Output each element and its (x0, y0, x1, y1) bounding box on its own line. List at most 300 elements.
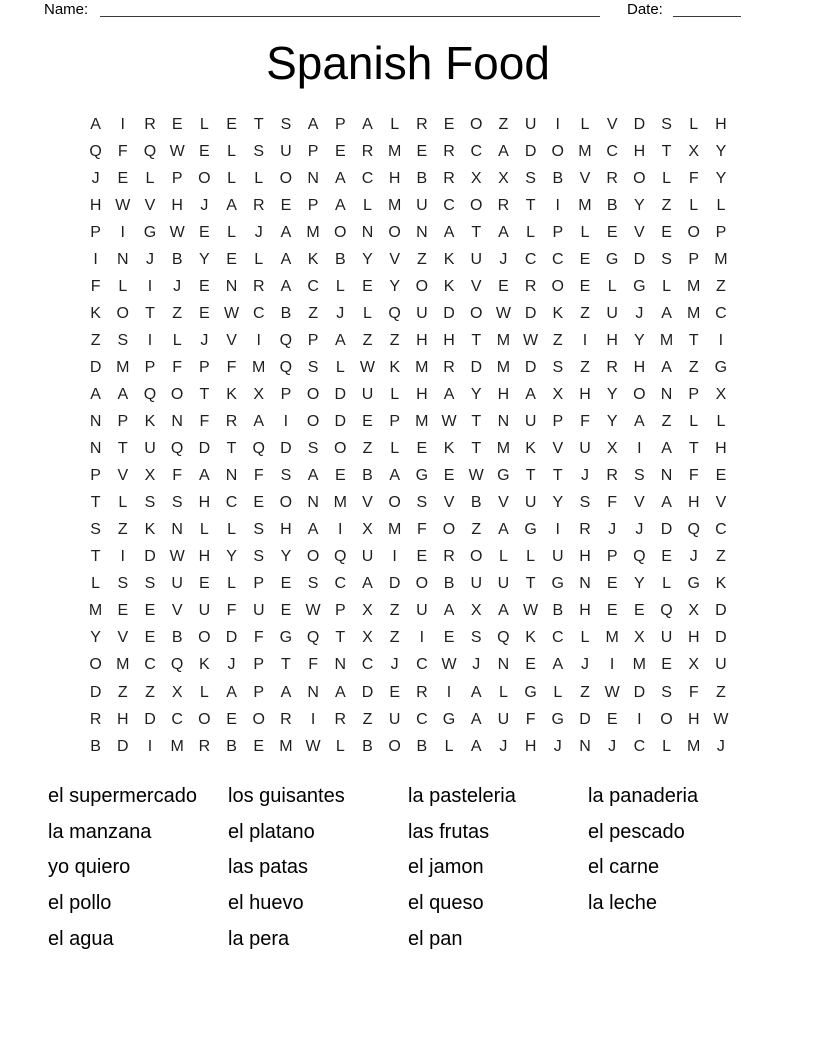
grid-letter-r19-c3: E (144, 602, 156, 620)
grid-letter-r21-c8: T (281, 656, 291, 674)
grid-letter-r6-c17: C (524, 250, 537, 268)
grid-letter-r12-c8: I (283, 413, 289, 431)
grid-letter-r20-c7: F (253, 629, 264, 647)
grid-letter-r2-c11: R (361, 142, 374, 160)
grid-letter-r16-c10: I (338, 521, 343, 539)
grid-letter-r18-c20: E (606, 575, 618, 593)
grid-letter-r12-c12: P (389, 413, 400, 431)
grid-letter-r22-c2: Z (117, 683, 128, 701)
word-list-column-2 (228, 779, 408, 958)
grid-letter-r5-c12: O (388, 223, 401, 241)
grid-letter-r23-c5: O (198, 710, 211, 728)
grid-letter-r1-c20: V (606, 115, 618, 133)
grid-letter-r1-c4: E (171, 115, 183, 133)
grid-letter-r15-c7: E (253, 494, 265, 512)
grid-letter-r10-c18: S (552, 358, 564, 376)
grid-letter-r19-c11: X (362, 602, 373, 620)
grid-letter-r18-c22: L (662, 575, 671, 593)
grid-letter-r16-c9: A (307, 521, 319, 539)
grid-letter-r3-c18: B (552, 169, 564, 187)
grid-letter-r23-c14: G (442, 710, 456, 728)
grid-letter-r8-c16: W (495, 304, 511, 322)
grid-letter-r12-c11: E (362, 413, 373, 431)
grid-letter-r3-c17: S (525, 169, 536, 187)
word-list-item: el pan (408, 927, 463, 950)
grid-letter-r10-c17: D (524, 358, 537, 376)
grid-letter-r15-c12: O (388, 494, 401, 512)
grid-letter-r13-c2: T (117, 440, 128, 458)
grid-letter-r24-c19: N (579, 737, 591, 755)
grid-letter-r14-c10: E (334, 467, 346, 485)
grid-letter-r18-c10: C (334, 575, 347, 593)
grid-letter-r15-c23: H (687, 494, 700, 512)
word-list (48, 779, 768, 958)
grid-letter-r1-c18: I (555, 115, 560, 133)
grid-letter-r14-c12: A (389, 467, 400, 485)
word-list-item: la pera (228, 927, 290, 950)
grid-letter-r21-c21: M (632, 656, 646, 674)
grid-letter-r24-c4: M (170, 737, 184, 755)
grid-letter-r16-c21: J (635, 521, 644, 539)
grid-letter-r21-c6: J (227, 656, 236, 674)
grid-letter-r4-c3: V (144, 196, 156, 214)
grid-letter-r12-c1: N (89, 413, 102, 431)
grid-letter-r8-c12: Q (388, 304, 401, 322)
grid-letter-r13-c22: A (661, 440, 672, 458)
grid-letter-r23-c2: H (117, 710, 129, 728)
grid-letter-r3-c12: H (388, 169, 401, 187)
grid-letter-r13-c14: K (443, 440, 455, 458)
grid-letter-r4-c12: M (387, 196, 402, 214)
grid-letter-r12-c15: T (471, 413, 482, 431)
grid-letter-r22-c24: Z (716, 683, 726, 701)
grid-letter-r19-c9: W (305, 602, 321, 620)
grid-letter-r11-c21: O (633, 385, 646, 403)
grid-letter-r3-c2: E (117, 169, 129, 187)
grid-letter-r7-c18: O (551, 277, 564, 295)
grid-letter-r16-c7: S (253, 521, 265, 539)
grid-letter-r5-c5: E (199, 223, 210, 241)
grid-letter-r23-c7: O (252, 710, 265, 728)
word-list-item: el queso (408, 892, 484, 915)
grid-letter-r12-c10: D (334, 413, 347, 431)
grid-letter-r20-c23: H (687, 629, 700, 647)
grid-letter-r7-c1: F (90, 277, 101, 295)
grid-letter-r16-c22: D (660, 521, 673, 539)
grid-letter-r20-c19: L (580, 629, 590, 647)
grid-letter-r18-c9: S (307, 575, 319, 593)
date-blank-line (673, 0, 741, 17)
grid-letter-r14-c1: P (90, 467, 101, 485)
grid-letter-r8-c14: D (443, 304, 455, 322)
grid-letter-r8-c5: E (199, 304, 210, 322)
grid-letter-r21-c14: W (441, 656, 457, 674)
grid-letter-r7-c14: K (443, 277, 455, 295)
grid-letter-r4-c21: Y (634, 196, 645, 214)
grid-letter-r18-c19: N (579, 575, 591, 593)
grid-letter-r1-c11: A (362, 115, 373, 133)
grid-letter-r24-c9: W (305, 737, 321, 755)
grid-letter-r11-c16: H (497, 385, 510, 403)
grid-letter-r13-c20: X (606, 440, 618, 458)
grid-letter-r6-c23: P (688, 250, 700, 268)
grid-letter-r11-c12: L (390, 385, 400, 403)
grid-letter-r9-c4: L (172, 331, 182, 349)
grid-letter-r1-c6: E (226, 115, 237, 133)
grid-letter-r17-c8: Y (280, 548, 292, 566)
grid-letter-r10-c22: A (661, 358, 672, 376)
grid-letter-r11-c24: X (715, 385, 727, 403)
grid-letter-r17-c6: Y (226, 548, 237, 566)
grid-letter-r23-c16: U (497, 710, 510, 728)
grid-letter-r3-c7: L (254, 169, 264, 187)
grid-letter-r5-c16: A (498, 223, 509, 241)
grid-letter-r9-c19: I (582, 331, 588, 349)
grid-letter-r8-c7: C (252, 304, 265, 322)
grid-letter-r23-c6: E (226, 710, 237, 728)
grid-letter-r21-c9: F (308, 656, 318, 674)
grid-letter-r8-c11: L (363, 304, 372, 322)
grid-letter-r18-c5: E (199, 575, 210, 593)
grid-letter-r4-c19: M (578, 196, 592, 214)
grid-letter-r7-c4: J (173, 277, 182, 295)
grid-letter-r23-c22: O (660, 710, 673, 728)
grid-letter-r5-c8: A (280, 223, 292, 241)
grid-letter-r1-c17: U (524, 115, 537, 133)
grid-letter-r3-c9: N (307, 169, 319, 187)
grid-letter-r5-c14: A (443, 223, 455, 241)
grid-letter-r11-c17: A (525, 385, 536, 403)
grid-letter-r18-c1: L (91, 575, 101, 593)
grid-letter-r4-c10: A (334, 196, 346, 214)
grid-letter-r12-c9: O (306, 413, 320, 431)
grid-letter-r23-c3: D (144, 710, 156, 728)
grid-letter-r22-c23: F (688, 683, 699, 701)
grid-letter-r21-c10: N (334, 656, 347, 674)
grid-letter-r22-c8: A (280, 683, 292, 701)
grid-letter-r2-c22: T (661, 142, 672, 160)
grid-letter-r24-c6: B (226, 737, 237, 755)
grid-letter-r11-c2: A (117, 385, 129, 403)
grid-letter-r3-c21: O (633, 169, 646, 187)
grid-letter-r1-c12: L (390, 115, 400, 133)
grid-letter-r12-c17: U (524, 413, 537, 431)
grid-letter-r23-c1: R (89, 710, 102, 728)
grid-letter-r1-c9: A (307, 115, 319, 133)
grid-letter-r1-c22: S (661, 115, 672, 133)
grid-letter-r24-c23: M (687, 737, 701, 755)
grid-letter-r2-c12: M (387, 142, 402, 160)
grid-letter-r17-c14: R (443, 548, 455, 566)
grid-letter-r8-c18: K (552, 304, 564, 322)
grid-letter-r4-c5: J (200, 196, 209, 214)
grid-letter-r19-c22: Q (660, 602, 673, 620)
grid-letter-r9-c5: J (200, 331, 209, 349)
grid-letter-r17-c17: L (526, 548, 536, 566)
grid-letter-r5-c4: W (169, 223, 185, 241)
grid-letter-r24-c24: J (716, 737, 725, 755)
grid-letter-r15-c16: V (498, 494, 509, 512)
letter-grid (82, 111, 735, 760)
grid-letter-r21-c13: C (416, 656, 428, 674)
grid-letter-r3-c11: C (361, 169, 374, 187)
grid-letter-r13-c16: M (496, 440, 511, 458)
grid-letter-r18-c14: B (443, 575, 455, 593)
grid-letter-r21-c22: E (661, 656, 672, 674)
grid-letter-r16-c17: G (524, 521, 537, 539)
grid-letter-r12-c6: R (225, 413, 238, 431)
grid-letter-r22-c22: S (661, 683, 672, 701)
grid-letter-r21-c20: I (609, 656, 615, 674)
grid-letter-r1-c10: P (334, 115, 346, 133)
grid-letter-r1-c2: I (120, 115, 125, 133)
grid-letter-r20-c15: S (470, 629, 482, 647)
grid-letter-r4-c24: L (716, 196, 726, 214)
grid-letter-r9-c6: V (226, 331, 237, 349)
grid-letter-r21-c19: J (580, 656, 589, 674)
grid-letter-r24-c22: L (662, 737, 671, 755)
grid-letter-r15-c2: L (118, 494, 128, 512)
grid-letter-r13-c3: U (144, 440, 156, 458)
grid-letter-r3-c22: L (662, 169, 671, 187)
grid-letter-r24-c16: J (499, 737, 508, 755)
grid-letter-r13-c15: T (471, 440, 482, 458)
grid-letter-r16-c3: K (144, 521, 156, 539)
grid-letter-r9-c24: I (718, 331, 724, 349)
grid-letter-r8-c10: J (336, 304, 345, 322)
grid-letter-r14-c24: E (715, 467, 727, 485)
grid-letter-r16-c14: O (442, 521, 456, 539)
grid-letter-r10-c24: G (714, 358, 728, 376)
grid-letter-r4-c20: B (606, 196, 618, 214)
grid-letter-r2-c3: Q (143, 142, 157, 160)
grid-letter-r19-c2: E (117, 602, 129, 620)
grid-letter-r6-c5: Y (199, 250, 210, 268)
grid-letter-r12-c7: A (253, 413, 265, 431)
grid-letter-r9-c10: A (334, 331, 346, 349)
grid-letter-r5-c18: P (552, 223, 564, 241)
grid-letter-r22-c16: L (498, 683, 508, 701)
grid-letter-r4-c14: C (443, 196, 455, 214)
grid-letter-r15-c17: U (524, 494, 537, 512)
grid-letter-r14-c14: E (443, 467, 455, 485)
grid-letter-r22-c18: L (553, 683, 563, 701)
grid-letter-r11-c7: X (253, 385, 265, 403)
grid-letter-r18-c11: A (362, 575, 373, 593)
grid-letter-r16-c18: I (555, 521, 560, 539)
grid-letter-r21-c18: A (552, 656, 564, 674)
grid-letter-r5-c24: P (715, 223, 727, 241)
word-list-item: las frutas (408, 820, 490, 843)
grid-letter-r18-c17: T (525, 575, 536, 593)
grid-letter-r4-c9: P (307, 196, 319, 214)
grid-letter-r21-c16: N (497, 656, 510, 674)
grid-letter-r3-c4: P (171, 169, 183, 187)
grid-letter-r2-c16: A (498, 142, 509, 160)
grid-letter-r21-c5: K (199, 656, 210, 674)
grid-letter-r17-c7: S (253, 548, 265, 566)
grid-letter-r20-c3: E (144, 629, 156, 647)
grid-letter-r12-c2: P (117, 413, 129, 431)
grid-letter-r2-c1: Q (89, 142, 102, 160)
grid-letter-r18-c4: U (171, 575, 183, 593)
grid-letter-r15-c8: O (279, 494, 293, 512)
grid-letter-r22-c3: Z (145, 683, 155, 701)
grid-letter-r22-c6: A (226, 683, 237, 701)
grid-letter-r24-c5: R (198, 737, 211, 755)
grid-letter-r13-c7: Q (252, 440, 265, 458)
grid-letter-r1-c24: H (715, 115, 727, 133)
word-list-item: el carne (588, 856, 660, 879)
grid-letter-r6-c16: J (499, 250, 508, 268)
grid-letter-r17-c5: H (198, 548, 211, 566)
grid-letter-r22-c14: I (446, 683, 452, 701)
grid-letter-r2-c9: P (307, 142, 319, 160)
grid-letter-r11-c22: N (660, 385, 673, 403)
grid-letter-r20-c17: K (525, 629, 536, 647)
grid-letter-r12-c13: M (415, 413, 429, 431)
grid-letter-r4-c6: A (226, 196, 237, 214)
grid-letter-r3-c15: X (470, 169, 482, 187)
grid-letter-r13-c1: N (89, 440, 102, 458)
grid-letter-r13-c21: I (637, 440, 642, 458)
grid-letter-r20-c6: D (225, 629, 238, 647)
grid-letter-r13-c6: T (226, 440, 237, 458)
grid-letter-r16-c13: F (416, 521, 427, 539)
word-list-item: los guisantes (228, 785, 345, 807)
grid-letter-r2-c14: R (443, 142, 455, 160)
grid-letter-r1-c23: L (689, 115, 699, 133)
grid-letter-r23-c23: H (687, 710, 700, 728)
grid-letter-r8-c1: K (90, 304, 101, 322)
grid-letter-r6-c14: K (443, 250, 455, 268)
grid-letter-r1-c1: A (90, 115, 101, 133)
grid-letter-r4-c7: R (252, 196, 265, 214)
grid-letter-r15-c18: Y (552, 494, 564, 512)
grid-letter-r6-c11: Y (362, 250, 373, 268)
grid-letter-r13-c4: Q (170, 440, 184, 458)
grid-letter-r10-c2: M (116, 358, 130, 376)
grid-letter-r13-c19: U (579, 440, 591, 458)
grid-letter-r15-c14: V (443, 494, 455, 512)
grid-letter-r14-c16: G (497, 467, 510, 485)
grid-letter-r4-c23: L (689, 196, 699, 214)
grid-letter-r6-c20: G (605, 250, 619, 268)
grid-letter-r1-c15: O (469, 115, 483, 133)
grid-letter-r22-c13: R (416, 683, 428, 701)
grid-letter-r15-c10: M (333, 494, 347, 512)
grid-letter-r19-c19: H (579, 602, 591, 620)
grid-letter-r1-c21: D (633, 115, 646, 133)
grid-letter-r15-c13: S (416, 494, 428, 512)
grid-letter-r9-c12: Z (389, 331, 400, 349)
grid-letter-r6-c8: A (280, 250, 292, 268)
grid-letter-r24-c10: L (335, 737, 345, 755)
grid-letter-r23-c15: A (470, 710, 482, 728)
grid-letter-r7-c11: E (362, 277, 373, 295)
grid-letter-r6-c13: Z (416, 250, 427, 268)
grid-letter-r7-c13: O (415, 277, 429, 295)
grid-letter-r1-c19: L (580, 115, 590, 133)
grid-letter-r18-c7: P (253, 575, 265, 593)
grid-letter-r5-c9: M (306, 223, 320, 241)
grid-letter-r7-c6: N (225, 277, 238, 295)
grid-letter-r3-c23: F (688, 169, 699, 187)
grid-letter-r19-c24: D (715, 602, 727, 620)
name-blank-line (100, 0, 600, 17)
grid-letter-r11-c5: T (199, 385, 210, 403)
grid-letter-r2-c17: D (524, 142, 537, 160)
grid-letter-r3-c10: A (334, 169, 346, 187)
grid-letter-r1-c14: E (443, 115, 455, 133)
grid-letter-r6-c1: I (93, 250, 98, 268)
grid-letter-r22-c11: D (361, 683, 374, 701)
grid-letter-r10-c11: W (359, 358, 376, 376)
grid-letter-r19-c8: E (280, 602, 292, 620)
grid-letter-r20-c11: X (362, 629, 373, 647)
word-list-item: la leche (588, 892, 657, 915)
grid-letter-r10-c9: S (307, 358, 319, 376)
grid-letter-r3-c24: Y (715, 169, 727, 187)
grid-letter-r14-c15: W (468, 467, 484, 485)
grid-letter-r19-c7: U (252, 602, 265, 620)
grid-letter-r7-c7: R (252, 277, 265, 295)
grid-letter-r2-c5: E (199, 142, 210, 160)
grid-letter-r19-c1: M (88, 602, 103, 620)
grid-letter-r6-c10: B (334, 250, 346, 268)
grid-letter-r2-c24: Y (715, 142, 727, 160)
grid-letter-r10-c12: K (389, 358, 400, 376)
grid-letter-r24-c12: O (388, 737, 401, 755)
grid-letter-r18-c21: Y (634, 575, 645, 593)
grid-letter-r22-c21: D (633, 683, 646, 701)
grid-letter-r14-c5: A (199, 467, 210, 485)
grid-letter-r21-c4: Q (170, 656, 184, 674)
grid-letter-r11-c1: A (90, 385, 101, 403)
grid-letter-r24-c11: B (362, 737, 373, 755)
grid-letter-r5-c22: E (661, 223, 672, 241)
grid-letter-r23-c24: W (713, 710, 729, 728)
grid-letter-r11-c6: K (226, 385, 237, 403)
grid-letter-r23-c4: C (171, 710, 183, 728)
grid-letter-r9-c20: H (606, 331, 618, 349)
grid-letter-r12-c22: Z (661, 413, 672, 431)
grid-letter-r19-c13: U (416, 602, 428, 620)
grid-letter-r16-c23: Q (687, 521, 700, 539)
grid-letter-r7-c21: G (633, 277, 646, 295)
grid-letter-r6-c7: L (254, 250, 264, 268)
grid-letter-r12-c14: W (441, 413, 457, 431)
grid-letter-r18-c8: E (280, 575, 292, 593)
grid-letter-r5-c19: L (580, 223, 590, 241)
grid-letter-r17-c2: I (120, 548, 125, 566)
puzzle-title: Spanish Food (266, 37, 550, 89)
grid-letter-r17-c12: I (392, 548, 397, 566)
grid-letter-r8-c9: Z (308, 304, 318, 322)
grid-letter-r12-c21: A (634, 413, 645, 431)
grid-letter-r11-c18: X (552, 385, 564, 403)
grid-letter-r17-c19: H (579, 548, 591, 566)
grid-letter-r2-c10: E (334, 142, 346, 160)
grid-letter-r22-c4: X (171, 683, 183, 701)
grid-letter-r20-c21: X (634, 629, 645, 647)
date-label: Date: (627, 1, 663, 18)
grid-letter-r13-c9: S (307, 440, 319, 458)
grid-letter-r15-c1: T (90, 494, 101, 512)
grid-letter-r8-c6: W (223, 304, 240, 322)
grid-letter-r19-c20: E (606, 602, 618, 620)
grid-letter-r16-c6: L (227, 521, 236, 539)
